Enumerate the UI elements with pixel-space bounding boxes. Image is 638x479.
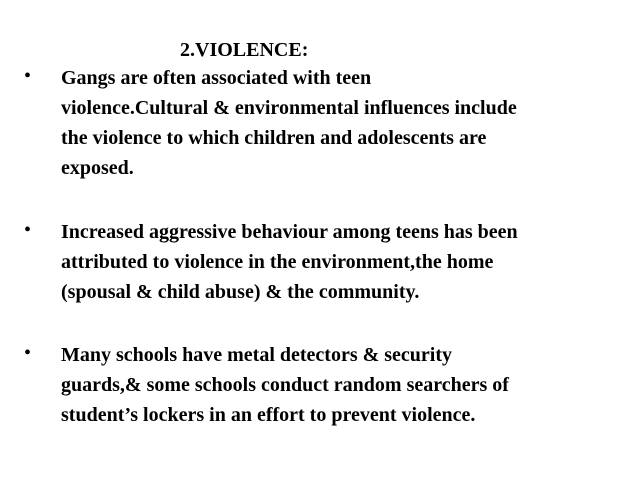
slide-title: 2.VIOLENCE: — [180, 39, 309, 61]
bullet-icon: • — [24, 65, 32, 87]
bullet-text: Increased aggressive behaviour among teens has been attributed to violence in the environment,the home (spousal & child abuse) & the community. — [61, 221, 518, 303]
bullet-text: Gangs are often associated with teen violence.Cultural & environmental influences include the violence to which children and adolescents are exposed. — [61, 67, 517, 179]
bullet-icon: • — [24, 219, 32, 241]
bullet-text: Many schools have metal detectors & security guards,& some schools conduct random searchers of student’s lockers in an effort to prevent violence. — [61, 344, 509, 426]
bullet-icon: • — [24, 342, 32, 364]
